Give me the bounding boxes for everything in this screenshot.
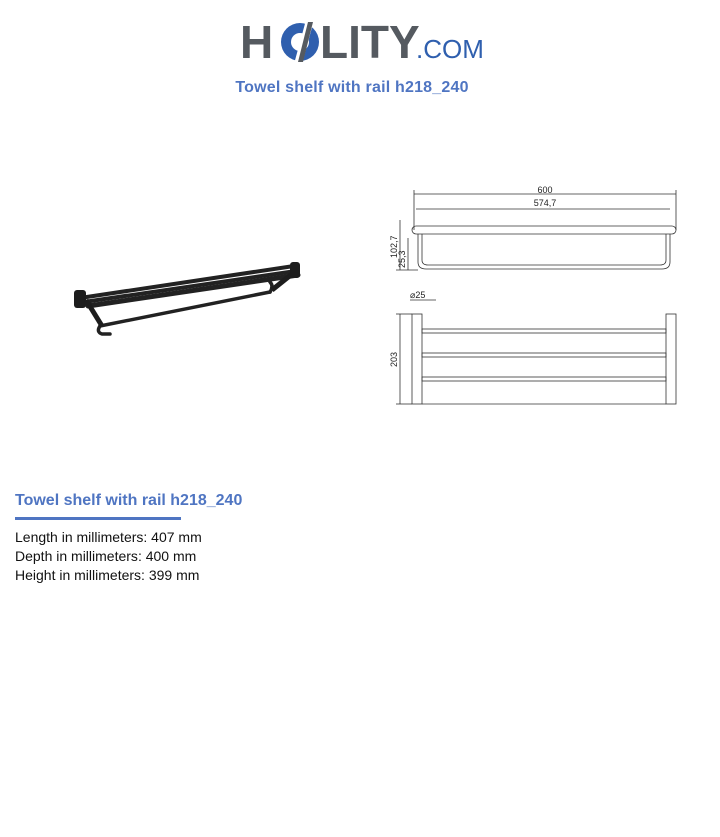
- spec-height-label: Height in millimeters: [15, 567, 142, 583]
- title-underline: [15, 517, 181, 520]
- dim-inner-width: 574,7: [533, 198, 557, 208]
- holity-logo[interactable]: [240, 14, 500, 70]
- spec-depth-label: Depth in millimeters: [15, 548, 138, 564]
- dim-rail-height: 25,3: [397, 250, 407, 268]
- dim-depth: 203: [389, 351, 399, 367]
- spec-length-value: 407 mm: [151, 529, 202, 545]
- page-title: Towel shelf with rail h218_240: [235, 79, 469, 96]
- logo-o-icon: [281, 20, 319, 64]
- spec-length-label: Length in millimeters: [15, 529, 144, 545]
- spec-list: [15, 528, 202, 585]
- dim-height: 102,7: [389, 235, 399, 258]
- logo-word-com: .COM: [416, 34, 484, 64]
- technical-drawing: [370, 180, 690, 420]
- logo-word-lity: LITY: [320, 16, 420, 68]
- towel-shelf-photo-icon: [66, 240, 302, 350]
- dim-diameter: ⌀25: [410, 290, 426, 300]
- spec-depth: Depth in millimeters: 400 mm: [15, 548, 197, 564]
- spec-depth-value: 400 mm: [145, 548, 197, 564]
- spec-height: Height in millimeters: 399 mm: [15, 567, 200, 583]
- product-photo: [66, 240, 302, 350]
- spec-length: Length in millimeters: 407 mm: [15, 529, 202, 545]
- spec-height-value: 399 mm: [148, 567, 200, 583]
- dim-overall-width: 600: [537, 185, 553, 195]
- logo-letter-h: H: [240, 16, 274, 68]
- details-title: Towel shelf with rail h218_240: [15, 492, 243, 509]
